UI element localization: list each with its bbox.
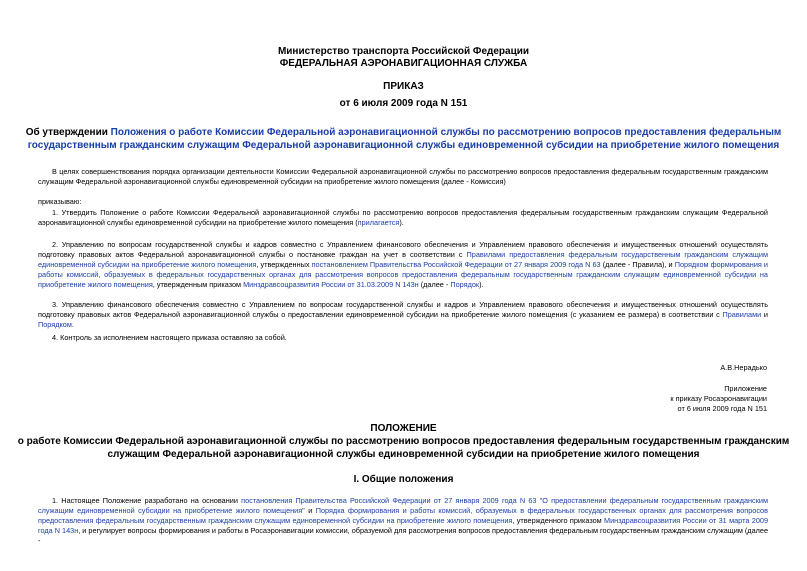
item-1 bbox=[38, 208, 768, 228]
regulation-heading: ПОЛОЖЕНИЕ bbox=[370, 423, 437, 434]
rules-link[interactable]: Правилами предоставления федеральным государственным гражданским служащим единовременной субсидии на приобретение жилого помещения bbox=[38, 250, 769, 269]
regulation-item-1 bbox=[38, 496, 768, 546]
reg-item-1-text-b: и bbox=[304, 506, 316, 515]
reg-item-1-text-d: , и регулирует вопросы формирования и работы в Росаэронавигации комиссии, образуемой для рассмотрения вопросов предоставления федеральным государственным гражданским служащим (далее - bbox=[38, 526, 768, 545]
section-heading: I. Общие положения bbox=[353, 474, 454, 485]
item-2-text-e: (далее - bbox=[418, 280, 451, 289]
order-word: приказываю: bbox=[38, 197, 82, 206]
reg-item-1-text-a: 1. Настоящее Положение разработано на основании bbox=[52, 496, 242, 505]
regulation-subtitle-1: о работе Комиссии Федеральной аэронавигационной службы по рассмотрению вопросов предоставления федеральным государственным гражданским bbox=[17, 436, 790, 447]
item-4: 4. Контроль за исполнением настоящего приказа оставляю за собой. bbox=[52, 333, 287, 342]
document-title bbox=[0, 126, 807, 152]
appendix-line3: от 6 июля 2009 года N 151 bbox=[677, 404, 767, 413]
procedure-short-link[interactable]: Порядок bbox=[450, 280, 480, 289]
appendix-line1: Приложение bbox=[724, 384, 767, 393]
procedure-ref-link[interactable]: Порядком bbox=[38, 320, 72, 329]
item-3-text-b: и bbox=[761, 310, 768, 319]
rules-short-link[interactable]: Правилами bbox=[722, 310, 762, 319]
item-1-text: 1. Утвердить Положение о работе Комиссии Федеральной аэронавигационной службы по рассмотрению вопросов предоставления федеральным государственным гражданским служащим Федеральной аэронавигационной службы единовременной субсидии на приобретение жилого помещения ( bbox=[38, 208, 768, 227]
regulation-subtitle-2: служащим Федеральной аэронавигационной службы единовременной субсидии на приобретение жилого помещения bbox=[107, 449, 700, 460]
commission-procedure-link[interactable]: Порядка формирования и работы комиссий, образуемых в федеральных государственных органах для рассмотрения вопросов предоставления федеральным государственным гражданским служащим единовременной субсидии на приобретение жилого помещения bbox=[38, 506, 768, 525]
intro-paragraph: В целях совершенствования порядка организации деятельности Комиссии Федеральной аэронавигационной службы по рассмотрению вопросов предоставления федеральным государственным гражданским служащим Федеральной аэронавигационной службы единовременной субсидии на приобретение жилого помещения (далее - Комиссия) bbox=[38, 167, 768, 186]
ministry-order-link[interactable]: Минздравсоцразвития России от 31.03.2009 N 143н bbox=[243, 280, 419, 289]
ministry-name: Министерство транспорта Российской Федерации bbox=[277, 46, 530, 57]
title-link-line2[interactable]: государственным гражданским служащим Федеральной аэронавигационной службы единовременной субсидии на приобретение жилого помещения bbox=[27, 140, 780, 151]
title-prefix: Об утверждении bbox=[25, 127, 111, 138]
agency-name: ФЕДЕРАЛЬНАЯ АЭРОНАВИГАЦИОННАЯ СЛУЖБА bbox=[279, 58, 528, 69]
item-1-end: ). bbox=[399, 218, 404, 227]
appendix-line2: к приказу Росаэронавигации bbox=[670, 394, 767, 403]
signature: А.В.Нерадько bbox=[720, 363, 767, 372]
item-2 bbox=[38, 240, 768, 290]
reg-item-1-text-c: , утвержденного приказом bbox=[512, 516, 605, 525]
document-date-number: от 6 июля 2009 года N 151 bbox=[339, 98, 468, 109]
title-link-line1[interactable]: Положения о работе Комиссии Федеральной аэронавигационной службы по рассмотрению вопросов предоставления федеральным bbox=[110, 127, 782, 138]
item-2-text-d: , утвержденным приказом bbox=[152, 280, 244, 289]
item-2-text-b: , утвержденных bbox=[256, 260, 312, 269]
item-2-text-c: (далее - Правила), и bbox=[600, 260, 675, 269]
item-2-text-a: 2. Управлению по вопросам государственной службы и кадров совместно с Управлением финансового обеспечения и Управлением правового обеспечения и имущественных отношений осуществлять подготовку правовых актов Федеральной аэронавигационной службы о постановке граждан на учет в соответствии с bbox=[38, 240, 768, 259]
item-3-text-a: 3. Управлению финансового обеспечения совместно с Управлением по вопросам государственной службы и кадров и Управлением правового обеспечения и имущественных отношений осуществлять подготовку правовых актов Федеральной аэронавигационной службы о предоставлении единовременной субсидии на приобретение жилого помещения (с указанием ее размера) в соответствии с bbox=[38, 300, 768, 319]
item-2-text-f: ). bbox=[479, 280, 484, 289]
order-143n-link[interactable]: Минздравсоцразвития России от 31 марта 2009 года N 143н bbox=[38, 516, 769, 535]
item-3 bbox=[38, 300, 768, 330]
item-3-text-c: . bbox=[71, 320, 74, 329]
government-decree-link[interactable]: постановлением Правительства Российской Федерации от 27 января 2009 года N 63 bbox=[311, 260, 601, 269]
document-type: ПРИКАЗ bbox=[383, 81, 424, 92]
attached-link[interactable]: прилагается bbox=[357, 218, 400, 227]
procedure-link[interactable]: Порядком формирования и работы комиссий, образуемых в федеральных государственных органах для рассмотрения вопросов предоставления федеральным государственным гражданским служащим единовременной субсидии на приобретение жилого помещения bbox=[38, 260, 768, 289]
decree-63-link[interactable]: постановления Правительства Российской Федерации от 27 января 2009 года N 63 "О предоставлении федеральным государственным гражданским служащим единовременной субсидии на приобретение жилого помещения" bbox=[38, 496, 768, 515]
